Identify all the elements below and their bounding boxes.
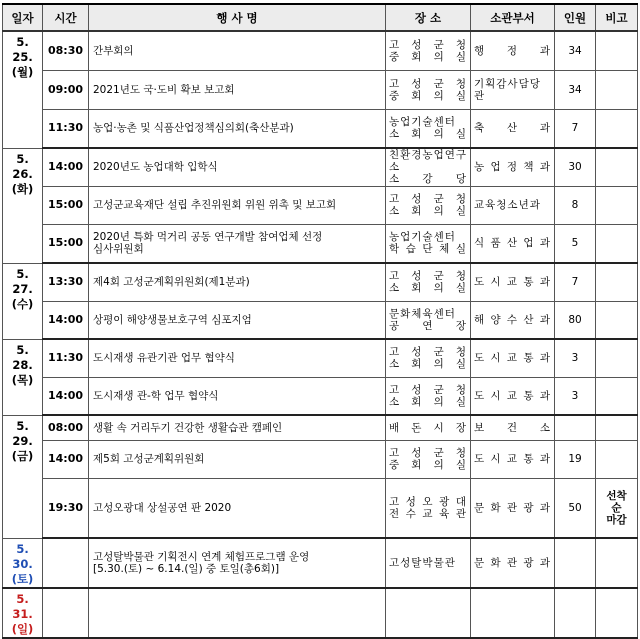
date-text: 5. 28. (12, 342, 33, 372)
note-cell (596, 301, 638, 339)
weekday-text: (목) (11, 372, 34, 387)
note-cell (596, 224, 638, 263)
note-text: 순 (611, 501, 622, 514)
weekday-text: (월) (11, 65, 34, 79)
dept-cell: 교육청소년과 (471, 186, 555, 224)
header-time: 시간 (43, 4, 89, 31)
time-cell: 15:00 (43, 224, 89, 263)
event-name: [5.30.(토) ~ 6.14.(일) 중 토일(총6회)] (93, 562, 280, 575)
header-place: 장 소 (386, 4, 471, 31)
date-cell (3, 538, 43, 588)
dept-cell: 보 건 소 (471, 415, 555, 440)
place-name: 공 연 장 (389, 319, 467, 332)
count-cell: 5 (555, 224, 596, 263)
event-cell (89, 588, 386, 638)
date-text: 5. 29. (12, 418, 33, 448)
place-cell (386, 148, 471, 186)
place-cell (386, 478, 471, 538)
place-cell (386, 538, 471, 588)
dept-cell: 문 화 관 광 과 (471, 538, 555, 588)
event-name: 도시재생 유관기관 업무 협약식 (93, 352, 235, 365)
time-cell: 14:00 (43, 148, 89, 186)
weekday-text: (토) (11, 571, 34, 586)
event-name: 생활 속 거리두기 건강한 생활습관 캠페인 (93, 421, 283, 434)
time-cell: 08:30 (43, 31, 89, 70)
place-cell (386, 109, 471, 148)
time-cell: 11:30 (43, 339, 89, 377)
place-cell (386, 301, 471, 339)
event-name: 제5회 고성군계획위원회 (93, 453, 205, 465)
event-cell (89, 186, 386, 224)
date-text: 5. 26. (12, 151, 33, 181)
header-date: 일자 (3, 4, 43, 31)
place-name: 소 회 의 실 (389, 205, 467, 217)
count-cell: 8 (555, 186, 596, 224)
dept-cell (471, 588, 555, 638)
place-cell (386, 70, 471, 109)
place-cell (386, 415, 471, 440)
weekday-text: (수) (11, 296, 34, 311)
dept-cell: 도 시 교 통 과 (471, 263, 555, 301)
place-name: 친환경농업연구소 (389, 149, 468, 174)
place-name: 학 습 단 체 실 (389, 243, 467, 256)
schedule-body (3, 31, 638, 638)
place-name: 고 성 군 청 (389, 270, 467, 283)
time-cell: 08:00 (43, 415, 89, 440)
event-cell (89, 148, 386, 186)
event-name: 상평이 해양생물보호구역 심포지엄 (93, 313, 252, 326)
count-cell: 50 (555, 478, 596, 538)
note-cell (596, 440, 638, 478)
date-cell (3, 148, 43, 263)
weekday-text: (금) (11, 448, 34, 463)
header-dept: 소관부서 (471, 4, 555, 31)
time-cell: 19:30 (43, 478, 89, 538)
table-row (3, 440, 638, 478)
note-text: 선착 (606, 489, 627, 502)
place-cell (386, 377, 471, 415)
place-cell (386, 339, 471, 377)
event-name: 2020년 특화 먹거리 공동 연구개발 참여업체 선정 (93, 231, 323, 244)
dept-cell: 도 시 교 통 과 (471, 339, 555, 377)
count-cell: 19 (555, 440, 596, 478)
place-name: 농업기술센터 (389, 116, 456, 129)
event-cell (89, 263, 386, 301)
place-cell (386, 588, 471, 638)
dept-cell: 기획감사담당관 (471, 70, 555, 109)
place-cell (386, 186, 471, 224)
event-cell (89, 224, 386, 263)
table-row (3, 31, 638, 70)
header-event: 행 사 명 (89, 4, 386, 31)
table-row (3, 538, 638, 588)
schedule-table (2, 3, 638, 639)
place-name: 고 성 군 청 (389, 447, 467, 459)
place-name: 고 성 군 청 (389, 346, 467, 359)
event-cell (89, 538, 386, 588)
event-cell (89, 70, 386, 109)
count-cell: 34 (555, 70, 596, 109)
table-row (3, 186, 638, 224)
place-cell (386, 440, 471, 478)
place-name: 전 수 교 육 관 (389, 507, 467, 520)
place-cell (386, 263, 471, 301)
count-cell (555, 415, 596, 440)
date-cell (3, 588, 43, 638)
date-text: 5. 27. (12, 266, 33, 296)
time-cell: 09:00 (43, 70, 89, 109)
count-cell: 7 (555, 263, 596, 301)
dept-cell: 도 시 교 통 과 (471, 440, 555, 478)
table-row (3, 148, 638, 186)
note-cell (596, 339, 638, 377)
date-cell (3, 31, 43, 148)
place-cell (386, 224, 471, 263)
dept-cell: 해 양 수 산 과 (471, 301, 555, 339)
table-row (3, 224, 638, 263)
count-cell: 34 (555, 31, 596, 70)
table-row (3, 377, 638, 415)
event-cell (89, 478, 386, 538)
time-cell: 14:00 (43, 377, 89, 415)
event-name: 고성탈박물관 기획전시 연계 체험프로그램 운영 (93, 550, 310, 563)
place-name: 소 회 의 실 (389, 358, 467, 371)
date-text: 5. 30. (12, 541, 33, 571)
place-name: 고 성 군 청 (389, 193, 467, 205)
event-name: 도시재생 관-학 업무 협약식 (93, 389, 219, 402)
place-name: 문화체육센터 (389, 307, 456, 320)
place-name: 고 성 군 청 (389, 38, 467, 51)
event-name: 2020년도 농업대학 입학식 (93, 161, 218, 174)
header-note: 비고 (596, 4, 638, 31)
date-text: 5. 31. (12, 591, 33, 621)
table-row (3, 109, 638, 148)
count-cell: 30 (555, 148, 596, 186)
place-name: 고 성 오 광 대 (389, 495, 467, 508)
time-cell: 11:30 (43, 109, 89, 148)
place-name: 중 회 의 실 (389, 89, 467, 102)
note-cell (596, 148, 638, 186)
date-cell (3, 339, 43, 415)
event-cell (89, 31, 386, 70)
place-name: 배 돈 시 장 (389, 421, 467, 434)
note-cell (596, 478, 638, 538)
place-name: 고 성 군 청 (389, 77, 467, 90)
event-cell (89, 109, 386, 148)
dept-cell: 식 품 산 업 과 (471, 224, 555, 263)
count-cell: 7 (555, 109, 596, 148)
place-name: 고성탈박물관 (389, 556, 456, 569)
event-name: 간부회의 (93, 44, 134, 57)
event-cell (89, 377, 386, 415)
place-name: 중 회 의 실 (389, 50, 467, 63)
header-count: 인원 (555, 4, 596, 31)
count-cell (555, 538, 596, 588)
date-cell (3, 263, 43, 339)
weekday-text: (일) (11, 621, 34, 636)
count-cell (555, 588, 596, 638)
event-cell (89, 301, 386, 339)
place-cell (386, 31, 471, 70)
place-name: 고 성 군 청 (389, 383, 467, 396)
event-name: 고성군교육재단 설립 추진위원회 위원 위촉 및 보고회 (93, 199, 337, 211)
table-row (3, 301, 638, 339)
place-name: 소 회 의 실 (389, 128, 467, 141)
dept-cell: 농 업 정 책 과 (471, 148, 555, 186)
date-text: 5. 25. (12, 35, 33, 64)
dept-cell: 행 정 과 (471, 31, 555, 70)
table-row (3, 70, 638, 109)
table-row (3, 415, 638, 440)
place-name: 중 회 의 실 (389, 459, 467, 471)
event-name: 2021년도 국·도비 확보 보고회 (93, 83, 235, 96)
count-cell: 3 (555, 377, 596, 415)
event-name: 고성오광대 상설공연 판 2020 (93, 501, 232, 514)
place-name: 소 강 당 (389, 173, 467, 186)
weekday-text: (화) (11, 181, 34, 196)
event-name: 농업·농촌 및 식품산업정책심의회(축산분과) (93, 122, 294, 135)
table-row (3, 339, 638, 377)
time-cell (43, 538, 89, 588)
time-cell: 13:30 (43, 263, 89, 301)
dept-cell: 문 화 관 광 과 (471, 478, 555, 538)
count-cell: 80 (555, 301, 596, 339)
note-text: 마감 (606, 513, 627, 526)
note-cell (596, 109, 638, 148)
note-cell (596, 186, 638, 224)
note-cell (596, 415, 638, 440)
event-cell (89, 339, 386, 377)
time-cell: 14:00 (43, 440, 89, 478)
time-cell: 15:00 (43, 186, 89, 224)
time-cell: 14:00 (43, 301, 89, 339)
note-cell (596, 588, 638, 638)
note-cell (596, 377, 638, 415)
event-cell (89, 440, 386, 478)
table-row (3, 588, 638, 638)
note-cell (596, 31, 638, 70)
count-cell: 3 (555, 339, 596, 377)
event-name: 심사위원회 (93, 243, 144, 256)
table-row (3, 478, 638, 538)
time-cell (43, 588, 89, 638)
dept-cell: 축 산 과 (471, 109, 555, 148)
event-name: 제4회 고성군계획위원회(제1분과) (93, 276, 250, 289)
note-cell (596, 263, 638, 301)
event-cell (89, 415, 386, 440)
place-name: 소 회 의 실 (389, 282, 467, 295)
place-name: 소 회 의 실 (389, 395, 467, 408)
note-cell (596, 70, 638, 109)
table-row (3, 263, 638, 301)
place-name: 농업기술센터 (389, 231, 456, 244)
date-cell (3, 415, 43, 538)
dept-cell: 도 시 교 통 과 (471, 377, 555, 415)
header-row (3, 4, 638, 31)
note-cell (596, 538, 638, 588)
